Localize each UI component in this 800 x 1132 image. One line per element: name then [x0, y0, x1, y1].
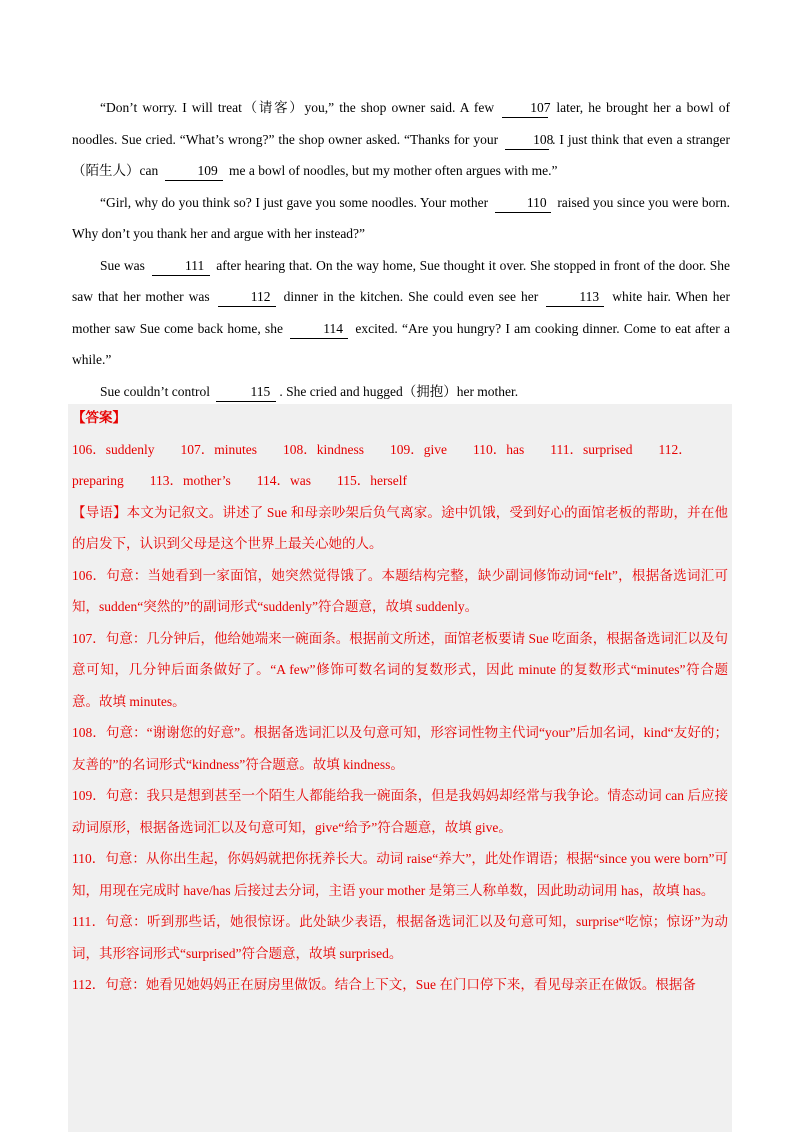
blank-110: 110 [495, 195, 551, 213]
answer-item: 113．mother’s [149, 473, 231, 488]
blank-115: 115 [216, 384, 276, 402]
story-paragraph-2: “Girl, why do you think so? I just gave you some noodles. Your mother 110 raised you since you were born. Why don’t you thank her and argue with her instead?” [72, 194, 731, 241]
answer-list-line-1 [72, 434, 728, 466]
explanation-110: 110．句意：从你出生起，你妈妈就把你抚养长大。动词 raise“养大”，此处作谓语；根据“since you were born”可知，用现在完成时 have/has 后接过去分词，主语 your mother 是第三人称单数，因此助动词用 has，故填 has。 [72, 851, 728, 898]
blank-109: 109 [165, 163, 223, 181]
blank-108: 108 [505, 132, 549, 150]
blank-114: 114 [290, 321, 348, 339]
blank-111: 111 [152, 258, 210, 276]
blank-107: 107 [502, 100, 548, 118]
explanation-106: 106．句意：当她看到一家面馆，她突然觉得饿了。本题结构完整，缺少副词修饰动词“felt”，根据备选词汇可知，sudden“突然的”的副词形式“suddenly”符合题意，故填 suddenly。 [72, 567, 728, 614]
answer-item: 112． [658, 441, 692, 457]
answer-item: 111．surprised [550, 441, 633, 457]
answer-item: 106．suddenly [72, 441, 155, 457]
answer-label: 【答案】 [72, 410, 126, 425]
answer-item: 108．kindness [283, 441, 364, 457]
explanation-107: 107．句意：几分钟后，他给她端来一碗面条。根据前文所述，面馆老板要请 Sue 吃面条，根据备选词汇以及句意可知，几分钟后面条做好了。“A few”修饰可数名词的复数形式，因此 minute 的复数形式“minutes”符合题意。故填 minutes。 [72, 630, 728, 709]
blank-112: 112 [218, 289, 276, 307]
explanation-111: 111．句意：听到那些话，她很惊讶。此处缺少表语，根据备选词汇以及句意可知，surprise“吃惊；惊讶”为动词，其形容词形式“surprised”符合题意，故填 surprised。 [72, 914, 728, 961]
answer-item: 110．has [473, 441, 525, 457]
answer-item: 115．herself [336, 473, 407, 488]
answer-item: preparing [72, 473, 124, 488]
answer-list-line-2 [72, 465, 728, 497]
answer-item: 114．was [256, 473, 311, 488]
guide-paragraph: 【导语】本文为记叙文。讲述了 Sue 和母亲吵架后负气离家。途中饥饿，受到好心的面馆老板的帮助，并在他的启发下，认识到父母是这个世界上最关心她的人。 [72, 504, 728, 551]
story-paragraph-4: Sue couldn’t control 115 . She cried and hugged（拥抱）her mother. [72, 376, 730, 408]
blank-113: 113 [546, 289, 604, 307]
answer-section [72, 402, 728, 1001]
explanation-109: 109．句意：我只是想到甚至一个陌生人都能给我一碗面条，但是我妈妈却经常与我争论。情态动词 can 后应接动词原形，根据备选词汇以及句意可知，give“给予”符合题意，故填 give。 [72, 788, 728, 835]
story-passage [72, 92, 730, 407]
story-paragraph-3: Sue was 111 after hearing that. On the way home, Sue thought it over. She stopped in front of the door. She saw that her mother was 112 dinner in the kitchen. She could even see her 113 white hair. When her mother saw Sue come back home, she 114 excited. “Are you hungry? I am cooking dinner. Come to eat after a while.” [72, 257, 731, 367]
answer-item: 107．minutes [180, 441, 257, 457]
answer-item: 109．give [390, 441, 447, 457]
explanation-108: 108．句意：“谢谢您的好意”。根据备选词汇以及句意可知，形容词性物主代词“your”后加名词，kind“友好的；友善的”的名词形式“kindness”符合题意。故填 kindness。 [72, 725, 728, 772]
explanation-112: 112．句意：她看见她妈妈正在厨房里做饭。结合上下文，Sue 在门口停下来，看见母亲正在做饭。根据备 [72, 977, 696, 992]
story-paragraph-1: “Don’t worry. I will treat（请客）you,” the shop owner said. A few 107 later, he brought her a bowl of noodles. Sue cried. “What’s wrong?” the shop owner asked. “Thanks for your 108. I just think that even a stranger（陌生人）can 109 me a bowl of noodles, but my mother often argues with me.” [72, 92, 730, 187]
